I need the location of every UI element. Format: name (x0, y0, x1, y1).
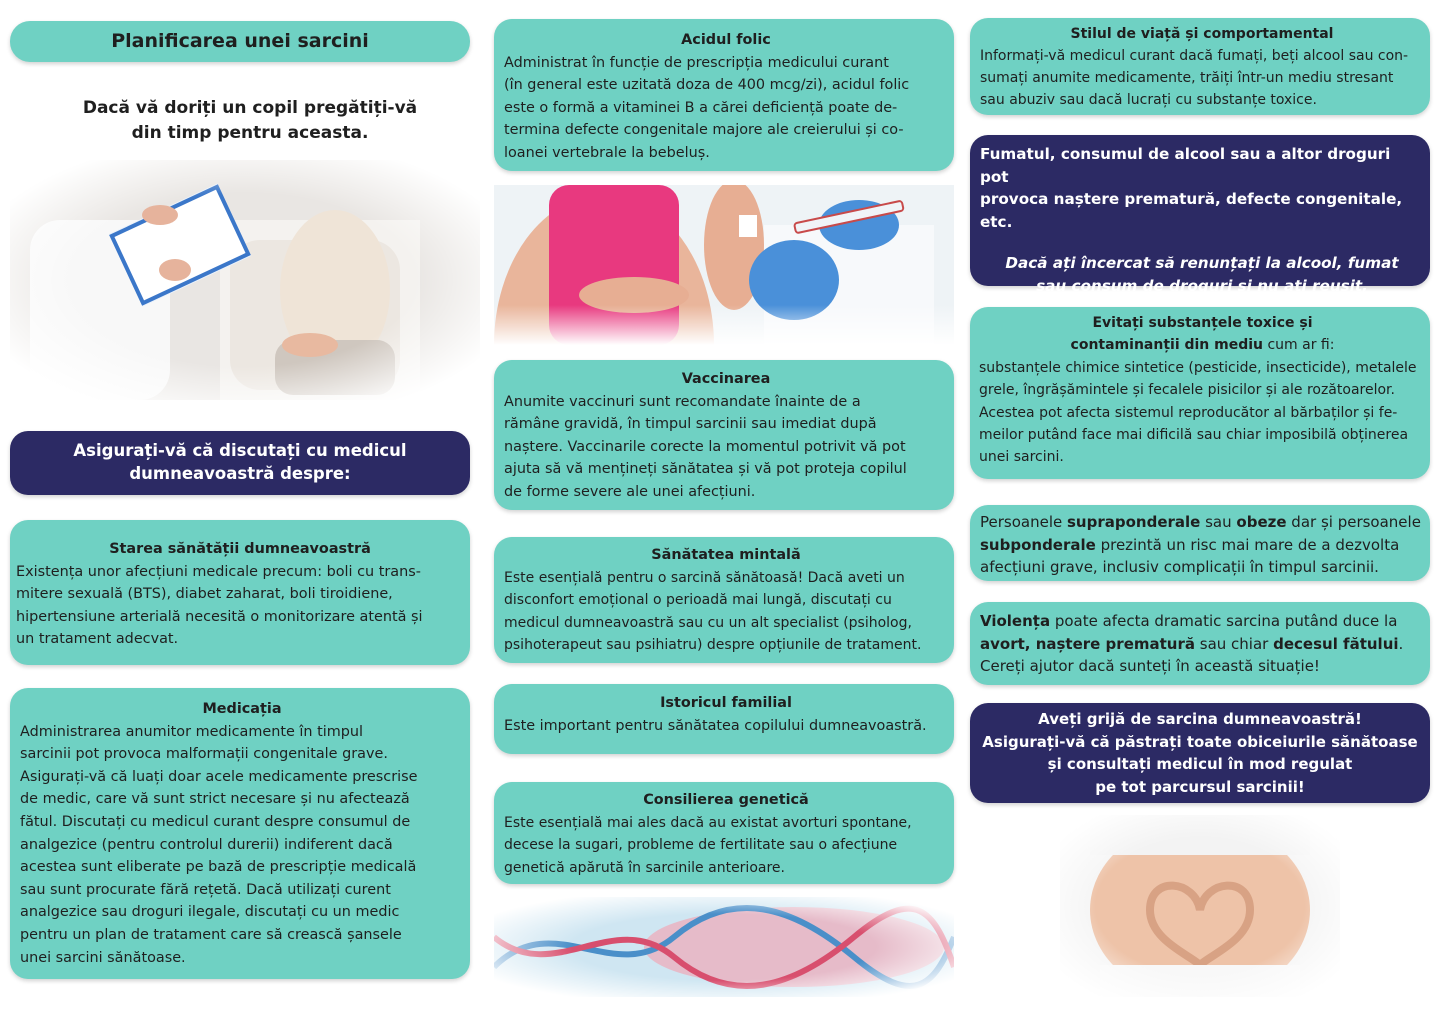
vaccination-card (494, 360, 954, 510)
smoking-warning-text: Fumatul, consumul de alcool sau a altor droguri pot provoca naștere prematură, defecte congenitale, etc. (980, 145, 1403, 231)
medication-title: Medicația (202, 701, 282, 717)
weight-text: Persoanele supraponderale sau obeze dar și persoanele subponderale prezintă un risc mai mare de a dezvolta afecțiuni grave, inclusiv complicații în timpul sarcinii. (980, 513, 1421, 577)
medication-text: Administrarea anumitor medicamente în timpul sarcinii pot provoca malformații congenitale grave. Asigurați-vă că luați doar acele medicamente prescrise de medic, care vă sunt strict necesare și nu afectează fătul. Discutați cu medicul curant despre consumul de analgezice (pentru controlul durerii) indiferent dacă acestea sunt eliberate pe bază de prescripție medicală sau sunt procurate fără rețetă. Dacă utilizați curent analgezice sau droguri ilegale, discutați cu un medic pentru un plan de tratament care să crească șansele unei sarcini sănătoase. (20, 723, 418, 966)
family-history-title: Istoricul familial (660, 695, 792, 711)
lifestyle-title: Stilul de viață și comportamental (1070, 26, 1334, 42)
health-text: Existența unor afecțiuni medicale precum: boli cu trans- mitere sexuală (BTS), diabet zaharat, boli tiroidiene, hipertensiune arterială necesită o monitorizare atentă și un tratament adecvat. (16, 563, 423, 648)
page-title: Planificarea unei sarcini (111, 30, 369, 52)
discuss-banner (10, 431, 470, 495)
vaccination-photo (494, 185, 954, 345)
smoking-help-text: Dacă ați încercat să renunțați la alcool, fumat sau consum de droguri și nu ați reușit, (1005, 254, 1399, 295)
genetic-counseling-title: Consilierea genetică (643, 792, 809, 808)
genetic-counseling-text: Este esențială mai ales dacă au existat avorturi spontane, decese la sugari, probleme de fertilitate sau o afecțiune genetică apărută în sarcinile anterioare. (504, 814, 912, 876)
family-history-card (494, 684, 954, 754)
folic-acid-card (494, 19, 954, 171)
violence-card (970, 602, 1430, 685)
folic-acid-text: Administrat în funcție de prescripția medicului curant (în general este uzitată doza de 400 mcg/zi), acidul folic este o formă a vitaminei B a cărei deficiență poate de- termina defecte congenitale majore ale creierului și co- loanei vertebrale la bebeluș. (504, 54, 910, 161)
health-card (10, 520, 470, 665)
medication-card (10, 688, 470, 979)
care-banner (970, 703, 1430, 803)
dna-helix-photo (494, 897, 954, 997)
mental-health-title: Sănătatea mintală (651, 547, 801, 563)
health-title: Starea sănătății dumneavoastră (109, 541, 371, 557)
vaccination-title: Vaccinarea (681, 371, 771, 387)
folic-acid-title: Acidul folic (681, 32, 771, 48)
family-history-text: Este important pentru sănătatea copilului dumneavoastră. (504, 717, 927, 734)
violence-text: Violența poate afecta dramatic sarcina putând duce la avort, naștere prematură sau chiar decesul fătului. Cereți ajutor dacă sunteți în această situație! (980, 612, 1404, 676)
toxic-substances-card (970, 307, 1430, 479)
mental-health-text: Este esențială pentru o sarcină sănătoasă! Dacă aveti un disconfort emoțional o perioadă mai lungă, discutați cu medicul dumneavoastră sau cu un alt specialist (psiholog, psihoterapeut sau psihiatru) despre opțiunile de tratament. (504, 569, 922, 654)
toxic-substances-text: substanțele chimice sintetice (pesticide, insecticide), metalele grele, îngrășămintele și fecalele pisicilor și ale rozătoarelor. Acestea pot afecta sistemul reproducător al bărbaților și fe- meilor putând face mai dificilă sau chiar imposibilă obținerea unei sarcini. (979, 359, 1417, 466)
smoking-warning-card (970, 135, 1430, 295)
vaccination-text: Anumite vaccinuri sunt recomandate înainte de a rămâne gravidă, în timpul sarcinii sau imediat după naștere. Vaccinarile corecte la momentul potrivit vă pot ajuta să vă mențineți sănătatea și vă pot proteja copilul de forme severe ale unei afecțiuni. (504, 393, 907, 500)
mental-health-card (494, 537, 954, 663)
genetic-counseling-card (494, 782, 954, 884)
title-banner (10, 21, 470, 62)
toxic-substances-title: Evitați substanțele toxice și contaminanții din mediu cum ar fi: (1070, 315, 1335, 354)
intro-text: Dacă vă doriți un copil pregătiți-vă din timp pentru aceasta. (82, 98, 418, 143)
discuss-banner-text: Asigurați-vă că discutați cu medicul dumneavoastră despre: (73, 441, 407, 483)
pregnant-belly-photo (1060, 815, 1340, 997)
doctor-consultation-photo (10, 160, 480, 400)
care-banner-text: Aveți grijă de sarcina dumneavoastră! Asigurați-vă că păstrați toate obiceiurile sănătoase și consultați medicul în mod regulat pe tot parcursul sarcinii! (982, 710, 1418, 796)
lifestyle-card (970, 18, 1430, 115)
weight-card (970, 505, 1430, 581)
lifestyle-text: Informați-vă medicul curant dacă fumați, beți alcool sau con- sumați anumite medicamente, trăiți într-un mediu stresant sau abuziv sau dacă lucrați cu substanțe toxice. (980, 48, 1409, 108)
